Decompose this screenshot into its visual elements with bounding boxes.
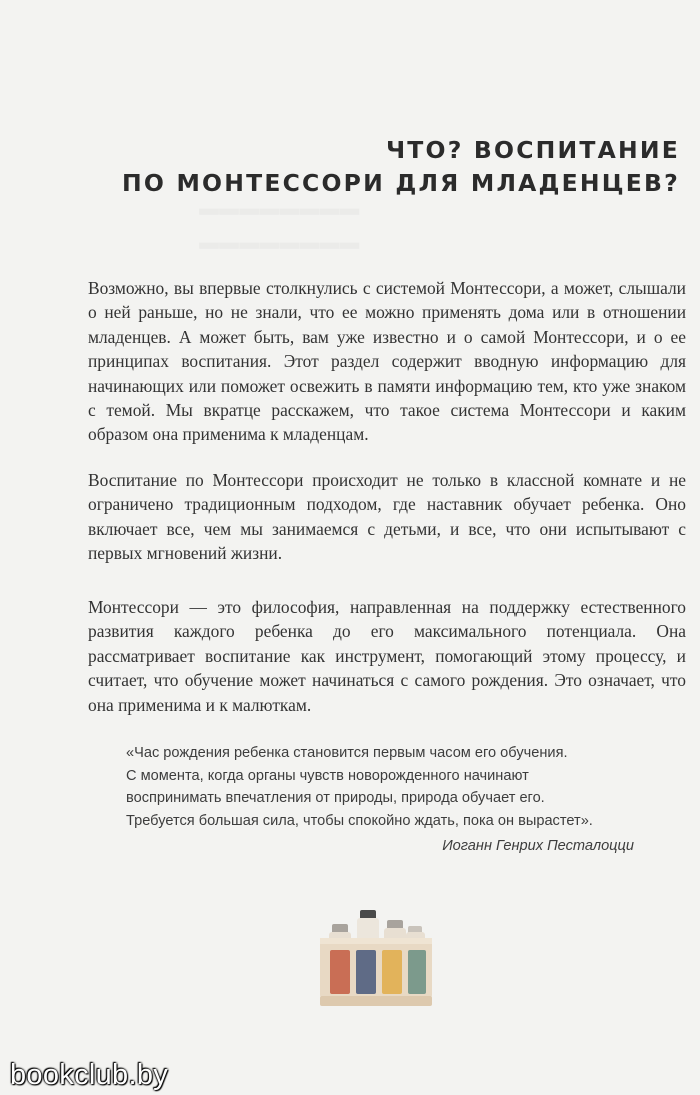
- page-title: [60, 134, 680, 200]
- title-line-1: ЧТО? ВОСПИТАНИЕ: [386, 136, 680, 164]
- show-through-text: ━━━━━━━━ ━━━━━━━━: [200, 196, 361, 263]
- color-bottles-in-stand-icon: [318, 898, 434, 1010]
- paragraph-3: Монтессори — это философия, направленная на поддержку естественного развития каждого ребенка до его максимального потенциала. Она рассматривает воспитание как инструмент, помогающий этому процессу, и считает, что обучение может начинаться с самого рождения. Это означает, что она применима и к малюткам.: [88, 597, 686, 715]
- paragraph-2: Воспитание по Монтессори происходит не только в классной комнате и не ограничено традиционным подходом, где наставник обучает ребенка. Оно включает все, чем мы занимаемся с детьми, и все, что они испытывают с первых мгновений жизни.: [88, 470, 686, 564]
- quote-author: Иоганн Генрих Песталоцци: [442, 838, 634, 854]
- quote-line-2: С момента, когда органы чувств новорожденного начинают: [126, 767, 529, 784]
- title-line-2: ПО МОНТЕССОРИ ДЛЯ МЛАДЕНЦЕВ?: [122, 169, 680, 197]
- quote-line-3: воспринимать впечатления от природы, природа обучает его.: [126, 790, 545, 807]
- paragraph-1: Возможно, вы впервые столкнулись с системой Монтессори, а может, слышали о ней раньше, но не знали, что ее можно применять дома или в отношении младенцев. А может быть, вам уже известно и о самой Монтессори, и о ее принципах воспитания. Этот раздел содержит вводную информацию для начинающих или поможет освежить в памяти информацию тем, кто уже знаком с темой. Мы вкратце расскажем, что такое система Монтессори и каким образом она применима к младенцам.: [88, 278, 686, 445]
- site-watermark: bookclub.by: [10, 1059, 169, 1091]
- quote-line-4: Требуется большая сила, чтобы спокойно ждать, пока он вырастет».: [126, 812, 593, 829]
- quote-line-1: «Час рождения ребенка становится первым часом его обучения.: [126, 745, 568, 761]
- epigraph-quote: [126, 742, 646, 832]
